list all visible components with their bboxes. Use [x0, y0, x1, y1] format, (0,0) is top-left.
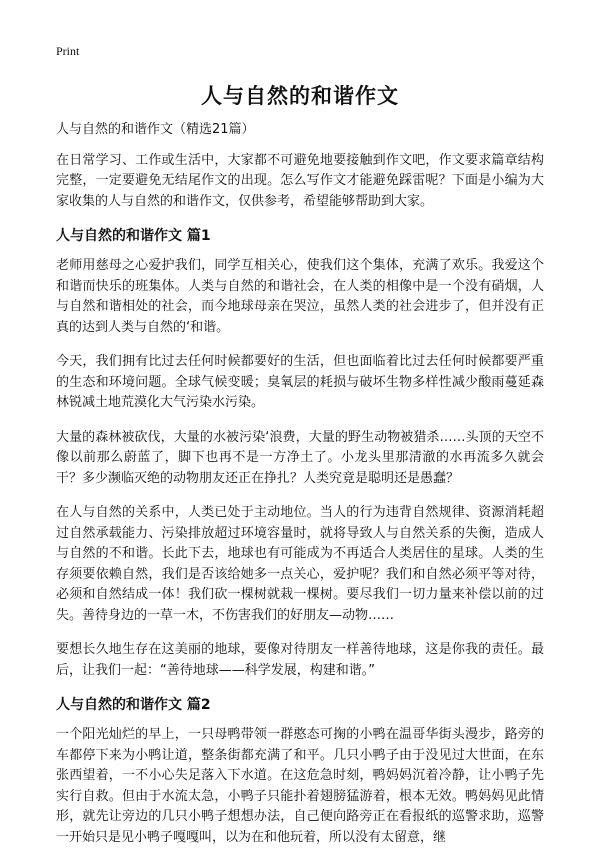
print-link[interactable]: Print [56, 44, 80, 58]
paragraph: 老师用慈母之心爱护我们，同学互相关心，使我们这个集体，充满了欢乐。我爱这个和谐而快乐的班集体。人类与自然的和谐社会，在人类的相像中是一个没有硝烟，人与自然和谐相处的社会，而今地球母亲在哭泣，虽然人类的社会进步了，但并没有正真的达到人类与自然的‘和谐。 [56, 258, 544, 335]
document-subtitle: 人与自然的和谐作文（精选21篇） [56, 122, 255, 137]
paragraph: 在人与自然的关系中，人类已处于主动地位。当人的行为违背自然规律、资源消耗超过自然承载能力、污染排放超过环境容量时，就将导致人与自然关系的失衡，造成人与自然的不和谐。长此下去，地球也有可能成为不再适合人类居住的星球。人类的生存须要依赖自然，我们是否该给她多一点关心，爱护呢？我们和自然必须平等对待，必须和自然结成一体！我们砍一棵树就栽一棵树。要尽我们一切力量来补偿以前的过失。善待身边的一草一木，不伤害我们的好朋友—动物…… [56, 505, 544, 623]
section-1 [56, 226, 544, 681]
document-title: 人与自然的和谐作文 [201, 84, 399, 108]
section-heading: 人与自然的和谐作文 篇1 [56, 228, 211, 244]
document-body [56, 120, 544, 862]
section-2 [56, 695, 544, 848]
intro-paragraph: 在日常学习、工作或生活中，大家都不可避免地要接触到作文吧，作文要求篇章结构完整，一定要避免无结尾作文的出现。怎么写作文才能避免踩雷呢？下面是小编为大家收集的人与自然的和谐作文，仅供参考，希望能够帮助到大家。 [56, 152, 544, 209]
paragraph: 大量的森林被砍伐，大量的水被污染‘浪费，大量的野生动物被猎杀……头顶的天空不像以前那么蔚蓝了，脚下也再不是一方净土了。小龙头里那清澈的水再流多久就会干？多少濒临灭绝的动物朋友还正在挣扎？人类究竟是聪明还是愚蠢？ [56, 429, 544, 486]
paragraph: 要想长久地生存在这美丽的地球，要像对待朋友一样善待地球，这是你我的责任。最后，让我们一起：“善待地球——科学发展，构建和谐。” [56, 642, 544, 678]
paragraph: 今天，我们拥有比过去任何时候都要好的生活，但也面临着比过去任何时候都要严重的生态和环境问题。全球气候变暖；臭氧层的耗损与破坏生物多样性减少酸雨蔓延森林锐减土地荒漠化大气污染水污染。 [56, 354, 544, 410]
section-heading: 人与自然的和谐作文 篇2 [56, 697, 211, 713]
paragraph: 一个阳光灿烂的早上，一只母鸭带领一群憨态可掬的小鸭在温哥华街头漫步，路旁的车都停下来为小鸭让道，整条街都充满了和平。几只小鸭子由于没见过大世面，在东张西望着，一不小心失足落入下水道。在这危急时刻，鸭妈妈沉着冷静，让小鸭子先实行自救。但由于水流太急，小鸭子只能扑着翅膀猛游着，根本无效。鸭妈妈见此情形，就先让旁边的几只小鸭子想想办法，自己便向路旁正在看报纸的巡警求助，巡警一开始只是见小鸭子嘎嘎叫，以为在和他玩着，所以没有太留意，继 [56, 727, 544, 845]
